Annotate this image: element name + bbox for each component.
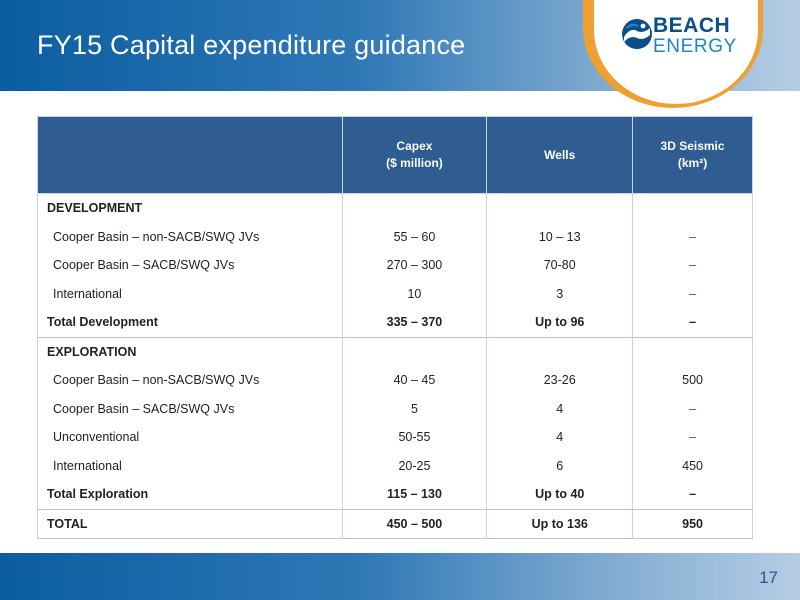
row-label: Total Development — [38, 308, 343, 337]
header-label — [38, 117, 343, 194]
table-row — [38, 280, 753, 309]
seismic-cell: – — [633, 223, 753, 252]
seismic-cell: – — [633, 280, 753, 309]
table-header-row — [38, 117, 753, 194]
total-row-exploration — [38, 480, 753, 509]
row-label: TOTAL — [38, 509, 343, 539]
capex-cell: 115 – 130 — [342, 480, 487, 509]
wells-cell: 70-80 — [487, 251, 633, 280]
row-label: Cooper Basin – SACB/SWQ JVs — [38, 395, 343, 424]
seismic-cell: – — [633, 480, 753, 509]
wave-emblem-icon — [621, 18, 653, 50]
capex-cell: 5 — [342, 395, 487, 424]
table-row — [38, 452, 753, 481]
beach-energy-logo — [583, 0, 763, 108]
section-row-exploration — [38, 337, 753, 366]
slide-title: FY15 Capital expenditure guidance — [37, 30, 466, 60]
seismic-cell: – — [633, 395, 753, 424]
row-label: Cooper Basin – non-SACB/SWQ JVs — [38, 366, 343, 395]
capex-cell: 450 – 500 — [342, 509, 487, 539]
capex-cell: 50-55 — [342, 423, 487, 452]
header-capex-title: Capex — [396, 139, 433, 153]
capex-guidance-table — [37, 116, 753, 539]
capex-cell: 10 — [342, 280, 487, 309]
empty-cell — [487, 194, 633, 223]
row-label: Cooper Basin – SACB/SWQ JVs — [38, 251, 343, 280]
empty-cell — [633, 337, 753, 366]
empty-cell — [633, 194, 753, 223]
table-row — [38, 423, 753, 452]
header-capex — [342, 117, 487, 194]
seismic-cell: 950 — [633, 509, 753, 539]
wells-cell: 4 — [487, 423, 633, 452]
table-row — [38, 395, 753, 424]
row-label: Total Exploration — [38, 480, 343, 509]
wells-cell: 23-26 — [487, 366, 633, 395]
empty-cell — [342, 337, 487, 366]
header-seismic — [633, 117, 753, 194]
logo-wordmark-beach: BEACH — [653, 14, 731, 37]
capex-cell: 20-25 — [342, 452, 487, 481]
seismic-cell: – — [633, 308, 753, 337]
section-row-development — [38, 194, 753, 223]
row-label: International — [38, 452, 343, 481]
seismic-cell: 450 — [633, 452, 753, 481]
wells-cell: 6 — [487, 452, 633, 481]
header-wells: Wells — [487, 117, 633, 194]
grand-total-row — [38, 509, 753, 539]
empty-cell — [342, 194, 487, 223]
table-row — [38, 223, 753, 252]
table-row — [38, 366, 753, 395]
wells-cell: 3 — [487, 280, 633, 309]
row-label: Unconventional — [38, 423, 343, 452]
wells-cell: 4 — [487, 395, 633, 424]
header-capex-unit: ($ million) — [386, 156, 443, 170]
wells-cell: Up to 136 — [487, 509, 633, 539]
header-seismic-title: 3D Seismic — [660, 139, 725, 153]
capex-cell: 335 – 370 — [342, 308, 487, 337]
row-label: Cooper Basin – non-SACB/SWQ JVs — [38, 223, 343, 252]
seismic-cell: 500 — [633, 366, 753, 395]
section-heading: EXPLORATION — [38, 337, 343, 366]
wells-cell: 10 – 13 — [487, 223, 633, 252]
capex-cell: 55 – 60 — [342, 223, 487, 252]
page-number: 17 — [759, 568, 778, 587]
capex-cell: 270 – 300 — [342, 251, 487, 280]
table-row — [38, 251, 753, 280]
row-label: International — [38, 280, 343, 309]
wells-cell: Up to 96 — [487, 308, 633, 337]
header-seismic-unit: (km²) — [677, 156, 708, 170]
footer-banner — [0, 553, 800, 600]
logo-wordmark-energy: ENERGY — [653, 36, 737, 57]
total-row-development — [38, 308, 753, 337]
empty-cell — [487, 337, 633, 366]
seismic-cell: – — [633, 251, 753, 280]
wells-cell: Up to 40 — [487, 480, 633, 509]
seismic-cell: – — [633, 423, 753, 452]
section-heading: DEVELOPMENT — [38, 194, 343, 223]
capex-cell: 40 – 45 — [342, 366, 487, 395]
